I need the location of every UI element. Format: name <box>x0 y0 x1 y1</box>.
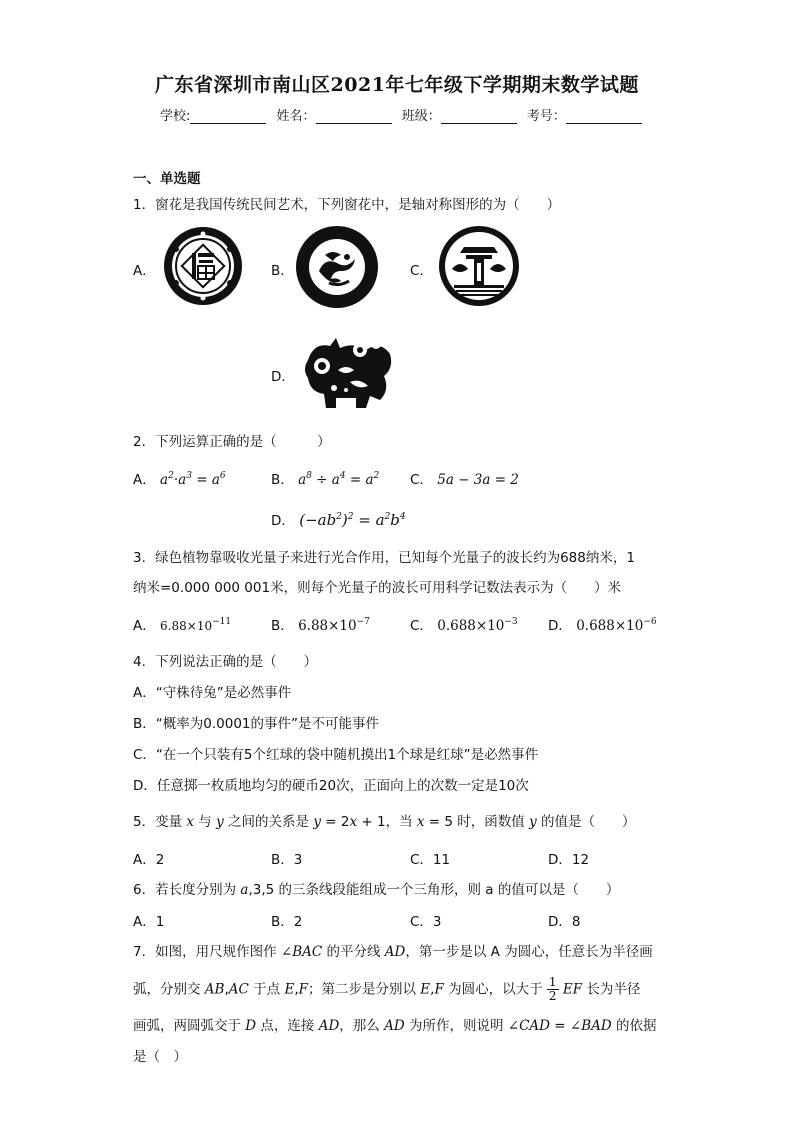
q2-option-c <box>410 468 519 488</box>
q4-option-c: C．“在一个只装有5个红球的袋中随机摸出1个球是红球”是必然事件 <box>133 747 539 763</box>
q1-stem: 1．窗花是我国传统民间艺术，下列窗花中，是轴对称图形的为（ ） <box>133 197 561 213</box>
q4-option-a: A．“守株待兔”是必然事件 <box>133 685 292 701</box>
number-blank[interactable] <box>566 110 642 124</box>
q2-option-b <box>271 468 379 488</box>
q3-option-a <box>133 614 231 634</box>
q1-option-c-label: C． <box>410 263 433 279</box>
q3-option-b-math: $6.88\times 10^{-7}$ <box>298 617 370 634</box>
class-label: 班级： <box>401 109 441 124</box>
q3-option-d <box>548 614 657 634</box>
q3-option-c <box>410 614 518 634</box>
q7-stem-line4: 是（ ） <box>133 1049 187 1065</box>
q6-option-a: A．1 <box>133 914 165 930</box>
q2-option-a-math: $a^2\cdot a^3 = a^6$ <box>160 471 226 488</box>
q3-option-d-math: $0.688\times 10^{-6}$ <box>576 617 657 634</box>
q7-stem-line3: 画弧，两圆弧交于 D 点，连接 AD，那么 AD 为所作，则说明 ∠CAD = ∠BAD 的依据 <box>133 1018 657 1034</box>
q3-option-a-label: A． <box>133 618 156 634</box>
page-title: 广东省深圳市南山区2021年七年级下学期期末数学试题 <box>155 74 639 96</box>
q5-stem: 5．变量 x 与 y 之间的关系是 y = 2x + 1，当 x = 5 时，函数值 y 的值是（ ） <box>133 814 636 830</box>
q3-option-d-label: D． <box>548 618 572 634</box>
q6-option-d: D．8 <box>548 914 581 930</box>
q5-option-b: B．3 <box>271 852 303 868</box>
papercut-ox-image <box>298 330 396 410</box>
name-blank[interactable] <box>316 110 392 124</box>
q1-option-d-label: D． <box>271 369 295 385</box>
q6-option-c: C．3 <box>410 914 442 930</box>
q7-stem-line1: 7．如图，用尺规作图作 ∠BAC 的平分线 AD，第一步是以 A 为圆心，任意长为半径画 <box>133 944 653 960</box>
q3-option-c-label: C． <box>410 618 433 634</box>
papercut-fu-image <box>162 225 244 307</box>
q6-stem: 6．若长度分别为 a,3,5 的三条线段能组成一个三角形，则 a 的值可以是（ ） <box>133 882 620 898</box>
q7-stem-line2: 弧，分别交 AB,AC 于点 E,F；第二步是分别以 E,F 为圆心，以大于 $\frac{1}{2}$ EF 长为半径 <box>133 975 641 1003</box>
q2-option-a-label: A． <box>133 472 156 488</box>
q2-option-d-math: $(-ab^2)^2 = a^2b^4$ <box>299 511 406 529</box>
class-blank[interactable] <box>441 110 517 124</box>
q2-stem: 2．下列运算正确的是（ ） <box>133 434 331 450</box>
q3-stem-line2: 纳米=0.000 000 001米，则每个光量子的波长可用科学记数法表示为（ ）米 <box>133 580 622 596</box>
q2-option-d-label: D． <box>271 513 295 529</box>
q2-option-b-math: $a^8 \div a^4 = a^2$ <box>298 471 380 488</box>
q2-option-d <box>271 509 406 529</box>
q5-option-d: D．12 <box>548 852 590 868</box>
q3-stem-line1: 3．绿色植物靠吸收光量子来进行光合作用，已知每个光量子的波长约为688纳米，1 <box>133 550 635 566</box>
section-heading: 一、单选题 <box>133 171 201 187</box>
q4-option-b: B．“概率为0.0001的事件”是不可能事件 <box>133 716 379 732</box>
q3-option-a-math: $6.88\times 10^{-11}$ <box>160 617 232 633</box>
q2-option-c-label: C． <box>410 472 433 488</box>
school-blank[interactable] <box>190 110 266 124</box>
q4-option-d: D．任意掷一枚质地均匀的硬币20次，正面向上的次数一定是10次 <box>133 778 529 794</box>
q2-option-b-label: B． <box>271 472 294 488</box>
q1-option-a-label: A． <box>133 263 156 279</box>
number-label: 考号： <box>526 109 566 124</box>
q3-option-c-math: $0.688\times 10^{-3}$ <box>437 617 518 634</box>
papercut-building-image <box>438 225 520 307</box>
q4-stem: 4．下列说法正确的是（ ） <box>133 654 318 670</box>
q2-option-c-math: 5a − 3a = 2 <box>437 472 519 488</box>
q2-option-a <box>133 468 226 488</box>
q1-option-b-label: B． <box>271 263 294 279</box>
q6-option-b: B．2 <box>271 914 303 930</box>
school-label: 学校: <box>160 109 191 124</box>
q3-option-b <box>271 614 370 634</box>
q3-option-b-label: B． <box>271 618 294 634</box>
papercut-dragon-image <box>295 225 379 309</box>
student-info-row <box>160 105 648 124</box>
q5-option-a: A．2 <box>133 852 165 868</box>
q5-option-c: C．11 <box>410 852 451 868</box>
name-label: 姓名： <box>276 109 316 124</box>
